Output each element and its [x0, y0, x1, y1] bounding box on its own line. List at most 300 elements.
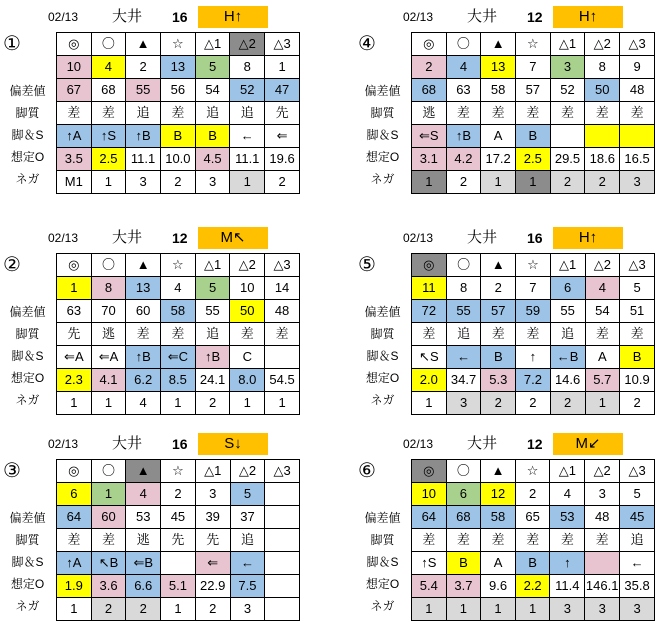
negative-cell: 3 [195, 171, 230, 194]
deviation-cell: 45 [161, 506, 196, 529]
race-panel [355, 6, 655, 196]
mark-cell: 〇 [446, 33, 481, 56]
race-table [411, 253, 655, 415]
expected-odds-cell: 2.3 [57, 369, 92, 392]
venue-name: 大井 [112, 8, 143, 25]
running-style-row [57, 529, 300, 552]
deviation-cell: 55 [195, 300, 230, 323]
negative-row [57, 392, 300, 415]
running-style-cell: 逃 [412, 102, 447, 125]
runner-count: 16 [172, 436, 188, 452]
panel-number: ② [3, 254, 21, 276]
expected-odds-cell: 2.5 [91, 148, 126, 171]
running-style-cell: 差 [516, 102, 551, 125]
legs-speed-cell: ⇐A [91, 346, 126, 369]
running-style-cell: 差 [126, 323, 161, 346]
horse-number-cell: 4 [585, 277, 620, 300]
expected-odds-cell: 4.2 [446, 148, 481, 171]
mark-cell: △1 [550, 460, 585, 483]
deviation-cell: 68 [91, 79, 126, 102]
running-style-cell: 差 [160, 323, 195, 346]
negative-cell: 1 [515, 598, 550, 621]
deviation-cell: 55 [126, 79, 161, 102]
mark-cell: ▲ [126, 33, 161, 56]
legs-speed-cell: ↑B [126, 125, 161, 148]
horse-number-cell: 12 [481, 483, 516, 506]
legs-speed-cell: ⇐A [57, 346, 92, 369]
negative-cell: 3 [550, 598, 585, 621]
race-date: 02/13 [48, 437, 79, 451]
mark-cell: 〇 [446, 460, 481, 483]
mark-cell: ▲ [481, 254, 516, 277]
horse-number-row [412, 56, 655, 79]
negative-cell: 3 [230, 598, 265, 621]
deviation-cell: 48 [585, 506, 620, 529]
negative-cell: 1 [412, 171, 447, 194]
horse-number-row [57, 277, 300, 300]
expected-odds-cell: 3.1 [412, 148, 447, 171]
mark-cell: △2 [585, 254, 620, 277]
legs-speed-cell: ↑S [412, 552, 447, 575]
deviation-cell: 55 [550, 300, 585, 323]
negative-cell: 2 [195, 598, 230, 621]
negative-cell: 1 [412, 598, 447, 621]
legs-speed-cell: ↑A [57, 125, 92, 148]
panel-number: ③ [3, 460, 21, 482]
negative-cell: 1 [516, 171, 551, 194]
race-panel [0, 433, 300, 623]
horse-number-cell: 6 [550, 277, 585, 300]
horse-number-cell: 1 [57, 277, 92, 300]
deviation-cell: 67 [57, 79, 92, 102]
horse-number-cell: 3 [195, 483, 230, 506]
expected-odds-cell: 11.4 [550, 575, 585, 598]
running-style-cell: 先 [195, 529, 230, 552]
legs-speed-cell: ← [230, 552, 265, 575]
horse-number-cell: 10 [230, 277, 265, 300]
negative-cell: 1 [412, 392, 447, 415]
negative-cell: 3 [126, 171, 161, 194]
race-table [411, 459, 655, 621]
expected-odds-cell [265, 575, 300, 598]
legs-speed-cell: C [230, 346, 265, 369]
horse-number-cell: 13 [160, 56, 195, 79]
mark-cell: ☆ [516, 254, 551, 277]
expected-odds-cell: 29.5 [550, 148, 585, 171]
row-label: 脚質 [370, 533, 395, 547]
row-label: 脚＆S [366, 128, 399, 142]
horse-number-cell: 8 [91, 277, 126, 300]
legs-speed-cell: ↑S [91, 125, 126, 148]
deviation-cell: 37 [230, 506, 265, 529]
horse-number-cell: 4 [91, 56, 126, 79]
mark-cell: ▲ [481, 33, 516, 56]
mark-cell: 〇 [91, 254, 126, 277]
row-label: ネガ [370, 172, 395, 186]
race-date: 02/13 [403, 231, 434, 245]
expected-odds-cell: 9.6 [481, 575, 516, 598]
row-label: 想定O [10, 577, 45, 591]
row-label: 脚質 [370, 106, 395, 120]
row-label: 偏差値 [9, 305, 46, 319]
horse-number-cell: 7 [516, 56, 551, 79]
expected-odds-row [412, 575, 655, 598]
mark-cell: △2 [230, 33, 265, 56]
legs-speed-cell [585, 125, 620, 148]
horse-number-cell: 5 [195, 56, 230, 79]
deviation-cell: 57 [481, 300, 516, 323]
forecast-badge: H↑ [198, 6, 268, 28]
expected-odds-cell: 16.5 [620, 148, 655, 171]
row-label: 偏差値 [9, 511, 46, 525]
horse-number-cell: 3 [585, 483, 620, 506]
mark-row [412, 254, 655, 277]
panel-number: ⑥ [358, 460, 376, 482]
legs-speed-cell [265, 552, 300, 575]
horse-number-row [57, 483, 300, 506]
expected-odds-cell: 1.9 [57, 575, 92, 598]
race-date: 02/13 [48, 10, 79, 24]
negative-cell: 1 [160, 392, 195, 415]
running-style-cell: 追 [126, 102, 161, 125]
expected-odds-cell: 7.5 [230, 575, 265, 598]
negative-cell: 1 [91, 392, 126, 415]
negative-cell: 1 [161, 598, 196, 621]
legs-speed-cell [585, 552, 620, 575]
running-style-cell: 追 [550, 323, 585, 346]
mark-row [412, 460, 655, 483]
legs-speed-cell: B [446, 552, 481, 575]
forecast-badge: M↙ [553, 433, 623, 455]
row-label: ネガ [370, 393, 395, 407]
row-label: 想定O [10, 150, 45, 164]
row-label: ネガ [370, 599, 395, 613]
mark-row [412, 33, 655, 56]
venue-name: 大井 [467, 8, 498, 25]
mark-cell: △1 [195, 33, 230, 56]
deviation-cell: 63 [57, 300, 92, 323]
running-style-cell: 差 [481, 323, 516, 346]
legs-speed-cell: ⇐B [126, 552, 161, 575]
race-date: 02/13 [403, 10, 434, 24]
horse-number-cell: 4 [550, 483, 585, 506]
horse-number-cell: 5 [620, 483, 655, 506]
legs-speed-cell: A [585, 346, 620, 369]
mark-cell: △3 [265, 254, 300, 277]
deviation-cell: 48 [265, 300, 300, 323]
mark-row [57, 460, 300, 483]
row-label: 脚＆S [366, 555, 399, 569]
row-label: 偏差値 [9, 84, 46, 98]
horse-number-cell [265, 483, 300, 506]
mark-cell: △3 [620, 33, 655, 56]
negative-cell [265, 598, 300, 621]
horse-number-row [412, 483, 655, 506]
deviation-cell: 56 [160, 79, 195, 102]
deviation-cell: 54 [195, 79, 230, 102]
expected-odds-cell: 146.1 [585, 575, 620, 598]
running-style-cell: 差 [412, 529, 447, 552]
legs-speed-cell: ↑ [550, 552, 585, 575]
horse-number-cell: 11 [412, 277, 447, 300]
deviation-cell: 70 [91, 300, 126, 323]
mark-cell: 〇 [91, 33, 126, 56]
legs-speed-cell: ↑B [126, 346, 161, 369]
deviation-cell: 68 [412, 79, 447, 102]
mark-cell: ◎ [57, 254, 92, 277]
row-label: 脚＆S [366, 349, 399, 363]
running-style-cell: 差 [91, 102, 126, 125]
race-panel [355, 433, 655, 623]
expected-odds-cell: 10.0 [160, 148, 195, 171]
horse-number-cell: 5 [195, 277, 230, 300]
mark-cell: ◎ [57, 460, 92, 483]
row-label: 脚質 [15, 533, 40, 547]
legs-speed-cell: B [160, 125, 195, 148]
legs-speed-cell: ↑ [516, 346, 551, 369]
deviation-row [57, 79, 300, 102]
mark-row [57, 254, 300, 277]
venue-name: 大井 [467, 435, 498, 452]
runner-count: 12 [172, 230, 188, 246]
negative-cell: 4 [126, 392, 161, 415]
row-label: 想定O [365, 577, 400, 591]
deviation-cell: 47 [265, 79, 300, 102]
legs-speed-cell: ← [230, 125, 265, 148]
negative-cell: 1 [91, 171, 126, 194]
mark-cell: ▲ [126, 460, 161, 483]
running-style-cell: 差 [585, 102, 620, 125]
deviation-cell: 72 [412, 300, 447, 323]
mark-cell: ☆ [161, 460, 196, 483]
mark-cell: △2 [230, 254, 265, 277]
mark-cell: ◎ [57, 33, 92, 56]
deviation-cell: 68 [446, 506, 481, 529]
row-label: ネガ [15, 172, 40, 186]
mark-cell: △2 [585, 460, 620, 483]
mark-cell: △3 [265, 460, 300, 483]
running-style-cell: 差 [585, 323, 620, 346]
horse-number-cell: 2 [515, 483, 550, 506]
mark-cell: △3 [265, 33, 300, 56]
negative-cell: 3 [585, 598, 620, 621]
deviation-row [57, 506, 300, 529]
legs-speed-row [57, 552, 300, 575]
expected-odds-cell: 17.2 [481, 148, 516, 171]
forecast-badge: M↖ [198, 227, 268, 249]
legs-speed-cell [550, 125, 585, 148]
row-label: 脚質 [15, 327, 40, 341]
horse-number-cell: 13 [481, 56, 516, 79]
deviation-cell: 60 [91, 506, 126, 529]
mark-cell: ☆ [160, 254, 195, 277]
venue-name: 大井 [467, 229, 498, 246]
deviation-row [412, 79, 655, 102]
horse-number-cell: 10 [57, 56, 92, 79]
running-style-cell: 差 [515, 529, 550, 552]
expected-odds-cell: 8.0 [230, 369, 265, 392]
row-label: 脚質 [15, 106, 40, 120]
row-label: 脚＆S [11, 555, 44, 569]
running-style-cell: 差 [91, 529, 126, 552]
negative-cell: 2 [446, 171, 481, 194]
deviation-cell: 52 [550, 79, 585, 102]
running-style-cell: 追 [446, 323, 481, 346]
negative-cell: 2 [516, 392, 551, 415]
negative-cell: 1 [446, 598, 481, 621]
legs-speed-cell: ← [620, 552, 655, 575]
negative-cell: 2 [195, 392, 230, 415]
deviation-cell: 64 [57, 506, 92, 529]
horse-number-cell: 2 [412, 56, 447, 79]
forecast-badge: H↑ [553, 6, 623, 28]
deviation-cell: 48 [620, 79, 655, 102]
legs-speed-cell: ↑A [57, 552, 92, 575]
legs-speed-row [412, 552, 655, 575]
negative-cell: 1 [230, 392, 265, 415]
horse-number-cell: 5 [620, 277, 655, 300]
horse-number-cell: 2 [126, 56, 161, 79]
panel-number: ④ [358, 33, 376, 55]
horse-number-row [412, 277, 655, 300]
legs-speed-cell: ← [446, 346, 481, 369]
horse-number-cell: 8 [585, 56, 620, 79]
running-style-cell: 差 [620, 102, 655, 125]
deviation-cell: 54 [585, 300, 620, 323]
running-style-cell: 先 [57, 323, 92, 346]
deviation-row [412, 506, 655, 529]
expected-odds-cell: 3.5 [57, 148, 92, 171]
deviation-row [57, 300, 300, 323]
negative-cell: 2 [550, 392, 585, 415]
mark-cell: △3 [620, 254, 655, 277]
row-label: 偏差値 [364, 84, 401, 98]
expected-odds-cell: 3.6 [91, 575, 126, 598]
mark-cell: 〇 [446, 254, 481, 277]
legs-speed-cell: ⇐S [412, 125, 447, 148]
running-style-cell: 先 [265, 102, 300, 125]
horse-number-cell: 6 [446, 483, 481, 506]
running-style-cell: 追 [230, 529, 265, 552]
running-style-cell: 差 [550, 102, 585, 125]
deviation-cell: 58 [481, 79, 516, 102]
mark-cell: ▲ [126, 254, 161, 277]
expected-odds-cell: 3.7 [446, 575, 481, 598]
horse-number-cell: 3 [550, 56, 585, 79]
running-style-row [57, 102, 300, 125]
row-label: 偏差値 [364, 511, 401, 525]
running-style-cell: 差 [481, 102, 516, 125]
negative-cell: 2 [160, 171, 195, 194]
legs-speed-cell [265, 346, 300, 369]
expected-odds-cell: 2.0 [412, 369, 447, 392]
running-style-cell: 追 [620, 529, 655, 552]
deviation-cell: 64 [412, 506, 447, 529]
expected-odds-cell: 54.5 [265, 369, 300, 392]
expected-odds-cell: 34.7 [446, 369, 481, 392]
negative-cell: 1 [481, 598, 516, 621]
deviation-cell: 52 [230, 79, 265, 102]
deviation-cell: 55 [446, 300, 481, 323]
runner-count: 16 [527, 230, 543, 246]
negative-cell: 2 [481, 392, 516, 415]
horse-number-cell: 2 [161, 483, 196, 506]
deviation-cell: 53 [550, 506, 585, 529]
expected-odds-cell: 6.2 [126, 369, 161, 392]
mark-cell: △2 [230, 460, 265, 483]
running-style-row [412, 323, 655, 346]
running-style-cell: 差 [230, 323, 265, 346]
deviation-cell: 63 [446, 79, 481, 102]
row-label: 脚＆S [11, 349, 44, 363]
deviation-cell: 45 [620, 506, 655, 529]
negative-cell: 2 [585, 171, 620, 194]
legs-speed-row [57, 125, 300, 148]
deviation-cell: 65 [515, 506, 550, 529]
running-style-cell: 逃 [91, 323, 126, 346]
row-label: ネガ [15, 393, 40, 407]
legs-speed-cell: ⇐C [160, 346, 195, 369]
expected-odds-cell: 5.4 [412, 575, 447, 598]
legs-speed-cell: B [620, 346, 655, 369]
race-panel [355, 227, 655, 417]
horse-number-cell: 4 [160, 277, 195, 300]
horse-number-cell: 8 [230, 56, 265, 79]
negative-cell: 2 [265, 171, 300, 194]
negative-cell: 3 [620, 598, 655, 621]
race-panel [0, 227, 300, 417]
running-style-cell: 差 [620, 323, 655, 346]
expected-odds-cell: 8.5 [160, 369, 195, 392]
running-style-cell: 差 [57, 102, 92, 125]
deviation-cell: 58 [481, 506, 516, 529]
negative-cell: 1 [481, 171, 516, 194]
horse-number-cell: 4 [126, 483, 161, 506]
deviation-row [412, 300, 655, 323]
legs-speed-cell: ↖B [91, 552, 126, 575]
mark-row [57, 33, 300, 56]
negative-cell: M1 [57, 171, 92, 194]
running-style-cell: 追 [230, 102, 265, 125]
mark-cell: △3 [620, 460, 655, 483]
horse-number-cell: 7 [516, 277, 551, 300]
running-style-row [412, 529, 655, 552]
horse-number-cell: 10 [412, 483, 447, 506]
horse-number-row [57, 56, 300, 79]
mark-cell: ◎ [412, 254, 447, 277]
mark-cell: ◎ [412, 460, 447, 483]
expected-odds-cell: 18.6 [585, 148, 620, 171]
mark-cell: ▲ [481, 460, 516, 483]
expected-odds-row [412, 148, 655, 171]
deviation-cell: 58 [160, 300, 195, 323]
mark-cell: 〇 [91, 460, 126, 483]
negative-cell: 3 [620, 171, 655, 194]
running-style-cell: 差 [550, 529, 585, 552]
running-style-cell: 差 [585, 529, 620, 552]
row-label: 脚＆S [11, 128, 44, 142]
running-style-cell: 差 [57, 529, 92, 552]
expected-odds-cell: 5.3 [481, 369, 516, 392]
negative-row [57, 171, 300, 194]
negative-cell: 2 [550, 171, 585, 194]
expected-odds-cell: 2.5 [516, 148, 551, 171]
legs-speed-cell: B [516, 125, 551, 148]
running-style-row [57, 323, 300, 346]
expected-odds-cell: 4.1 [91, 369, 126, 392]
running-style-cell: 差 [160, 102, 195, 125]
legs-speed-cell: ↑B [195, 346, 230, 369]
